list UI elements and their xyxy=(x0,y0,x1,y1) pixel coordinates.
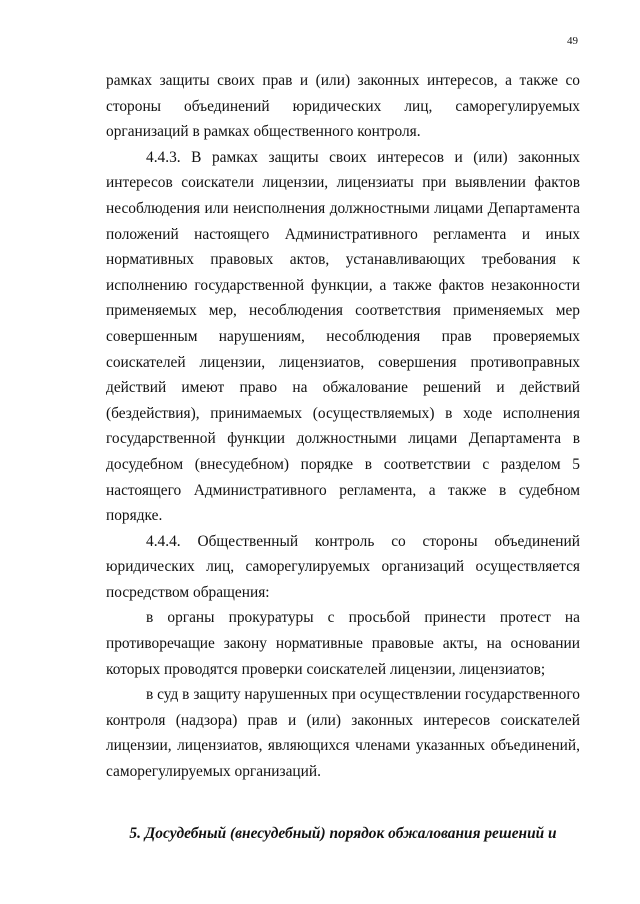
document-body xyxy=(106,68,580,785)
paragraph-continuation: рамках защиты своих прав и (или) законных интересов, а также со стороны объединений юридических лиц, саморегулируемых организаций в рамках общественного контроля. xyxy=(106,72,580,141)
paragraph-4-4-3: 4.4.3. В рамках защиты своих интересов и (или) законных интересов соискатели лицензии, лицензиаты при выявлении фактов несоблюдения или неисполнения должностными лицами Департамента положений настоящего Административного регламента и иных нормативных правовых актов, устанавливающих требования к исполнению государственной функции, а также фактов незаконности применяемых мер, несоблюдения соответствия применяемых мер совершенным нарушениям, несоблюдения прав проверяемых соискателей лицензии, лицензиатов, совершения противоправных действий имеют право на обжалование решений и действий (бездействия), принимаемых (осуществляемых) в ходе исполнения государственной функции должностными лицами Департамента в досудебном (внесудебном) порядке в соответствии с разделом 5 настоящего Административного регламента, а также в судебном порядке. xyxy=(106,148,580,525)
list-item-prosecutor: в органы прокуратуры с просьбой принести протест на противоречащие закону нормативные правовые акты, на основании которых проводятся проверки соискателей лицензии, лицензиатов; xyxy=(106,609,580,678)
paragraph-4-4-4: 4.4.4. Общественный контроль со стороны объединений юридических лиц, саморегулируемых организаций осуществляется посредством обращения: xyxy=(106,532,580,601)
list-item-court: в суд в защиту нарушенных при осуществлении государственного контроля (надзора) прав и (или) законных интересов соискателей лицензии, лицензиатов, являющихся членами указанных объединений, саморегулируемых организаций. xyxy=(106,686,580,781)
page-number: 49 xyxy=(567,35,578,47)
section-heading: 5. Досудебный (внесудебный) порядок обжалования решений и xyxy=(129,825,557,842)
